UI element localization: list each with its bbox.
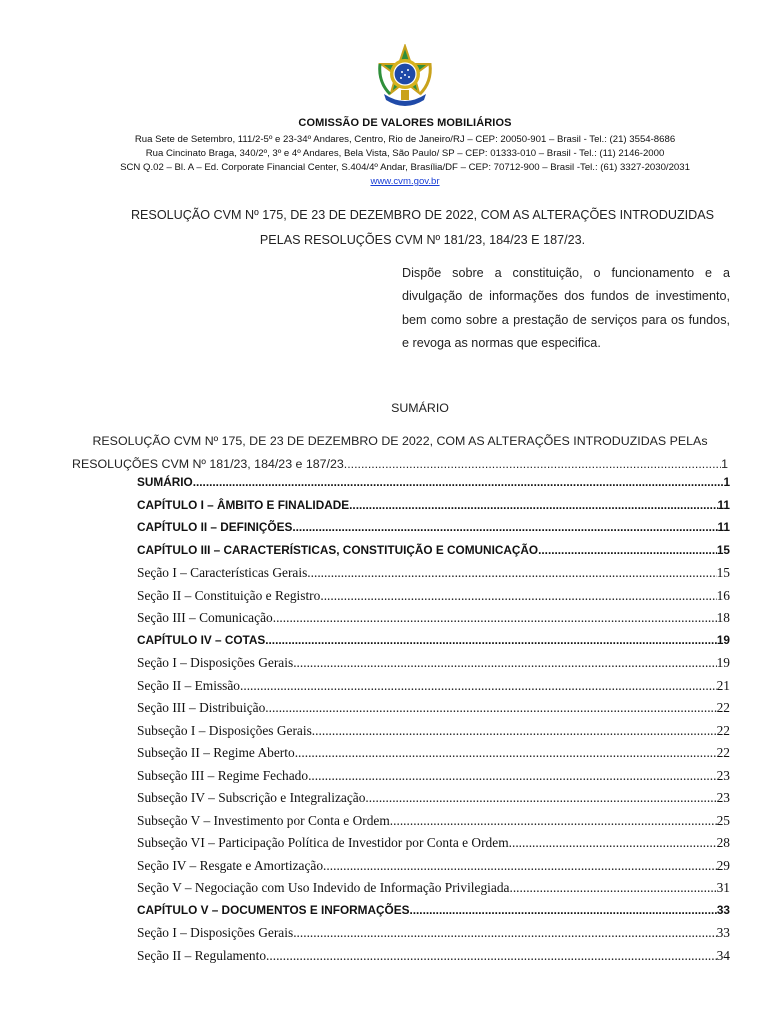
toc-dot-leader: [365, 790, 716, 806]
toc-entry[interactable]: [137, 903, 730, 926]
toc-entry-page: 34: [716, 947, 730, 963]
toc-intro-line-2: [72, 453, 728, 476]
toc-entry-label: CAPÍTULO II – DEFINIÇÕES: [137, 520, 293, 534]
toc-entry-page: 11: [717, 520, 730, 534]
toc-dot-leader: [266, 948, 717, 964]
toc-dot-leader: [265, 700, 716, 716]
address-brasilia: SCN Q.02 – Bl. A – Ed. Corporate Financial Center, S.404/4º Andar, Brasília/DF – CEP: 70712-900 – Brasil -Tel.: (61) 3327-2030/2031: [120, 162, 690, 173]
toc-entry-page: 29: [716, 857, 730, 873]
toc-dot-leader: [193, 475, 724, 489]
toc-entry-page: 22: [716, 722, 730, 738]
toc-entry[interactable]: [137, 633, 730, 656]
toc-entry-page: 33: [716, 925, 730, 940]
coat-of-arms-icon: [372, 44, 438, 110]
toc-dot-leader: [308, 768, 717, 784]
toc-intro-label: RESOLUÇÕES CVM Nº 181/23, 184/23 e 187/23.: [72, 457, 348, 471]
ementa-paragraph: Dispõe sobre a constituição, o funcionamento e a divulgação de informações dos fundos de investimento, bem como sobre a prestação de serviços para os fundos, e revoga as normas que especifica.: [402, 266, 730, 350]
toc-entry-label: Seção I – Características Gerais: [137, 565, 308, 580]
toc-dot-leader: [307, 565, 716, 581]
toc-entry-label: Seção I – Disposições Gerais: [137, 925, 294, 940]
toc-entry-page: 19: [716, 632, 730, 647]
toc-entry-label: Seção I – Disposições Gerais: [137, 655, 294, 670]
address-rio: Rua Sete de Setembro, 111/2-5º e 23-34º Andares, Centro, Rio de Janeiro/RJ – CEP: 20050-901 – Brasil - Tel.: (21) 3554-8686: [134, 134, 676, 145]
toc-entry-page: 28: [716, 835, 730, 850]
toc-dot-leader: [390, 813, 717, 829]
toc-dot-leader: [292, 520, 717, 534]
toc-entry-page: 22: [716, 745, 730, 760]
toc-dot-leader: [240, 678, 717, 694]
toc-entry-page: 1: [723, 475, 730, 489]
toc-dot-leader: [538, 543, 717, 557]
toc-entry-page: 23: [716, 767, 730, 783]
toc-entry-page: 25: [716, 812, 730, 828]
toc-entry-label: Subseção III – Regime Fechado: [137, 767, 309, 783]
org-name: COMISSÃO DE VALORES MOBILIÁRIOS: [298, 117, 512, 129]
toc-entry[interactable]: [137, 925, 730, 948]
toc-entry-page: 16: [716, 587, 730, 603]
toc-entry-label: Subseção IV – Subscrição e Integralização: [137, 790, 366, 805]
toc-entry[interactable]: [137, 678, 730, 701]
toc-entry-page: 31: [716, 880, 730, 895]
toc-entry-page: 33: [716, 902, 730, 917]
website-link[interactable]: www.cvm.gov.br: [370, 176, 440, 187]
toc-entry-label: SUMÁRIO: [137, 475, 193, 489]
toc-entry[interactable]: [137, 543, 730, 566]
toc-dot-leader: [293, 925, 716, 941]
toc-entry-label: Seção III – Distribuição: [137, 700, 266, 715]
toc-entry[interactable]: [137, 835, 730, 858]
toc-entry-label: Seção III – Comunicação: [137, 610, 273, 625]
toc-entry-page: 18: [716, 610, 730, 625]
toc-entry-label: Seção II – Regulamento: [137, 947, 267, 963]
toc-dot-leader: [347, 453, 721, 476]
toc-entry-page: 23: [716, 790, 730, 805]
toc-entry[interactable]: [137, 813, 730, 836]
toc-entry-label: Seção II – Emissão: [137, 677, 241, 693]
toc-entry-page: 11: [717, 497, 730, 512]
toc-dot-leader: [293, 655, 716, 671]
toc-entry-label: Subseção VI – Participação Política de Investidor por Conta e Ordem: [137, 835, 509, 850]
toc-entry-label: Seção IV – Resgate e Amortização: [137, 857, 324, 873]
resolution-title-line-1: RESOLUÇÃO CVM Nº 175, DE 23 DE DEZEMBRO DE 2022, COM AS ALTERAÇÕES INTRODUZIDAS: [130, 208, 715, 222]
toc-entry-label: Subseção II – Regime Aberto: [137, 745, 295, 760]
toc-entry-page: 15: [716, 565, 730, 580]
toc-dot-leader: [295, 745, 717, 761]
toc-entry[interactable]: [137, 723, 730, 746]
toc-entry-page: 21: [716, 677, 730, 693]
toc-intro-line-1: RESOLUÇÃO CVM Nº 175, DE 23 DE DEZEMBRO DE 2022, COM AS ALTERAÇÕES INTRODUZIDAS PELAs: [92, 434, 708, 448]
toc-entry-label: Seção II – Constituição e Registro: [137, 587, 321, 603]
toc-entry-label: CAPÍTULO III – CARACTERÍSTICAS, CONSTITUIÇÃO E COMUNICAÇÃO: [137, 542, 539, 557]
toc-entry[interactable]: [137, 520, 730, 543]
toc-dot-leader: [312, 723, 717, 739]
sumario-heading: SUMÁRIO: [391, 401, 449, 415]
toc-entry-page: 15: [716, 542, 730, 557]
toc-dot-leader: [273, 610, 717, 626]
toc-entry[interactable]: [137, 790, 730, 813]
toc-entry-page: 22: [716, 700, 730, 715]
toc-entry-label: CAPÍTULO I – ÂMBITO E FINALIDADE: [137, 497, 350, 512]
toc-entry-label: Seção V – Negociação com Uso Indevido de Informação Privilegiada: [137, 880, 510, 895]
toc-entry[interactable]: [137, 588, 730, 611]
toc-dot-leader: [409, 903, 716, 917]
toc-entry[interactable]: [137, 768, 730, 791]
toc-intro[interactable]: [72, 430, 728, 476]
toc-entry-label: Subseção V – Investimento por Conta e Ordem: [137, 812, 390, 828]
toc-entry[interactable]: [137, 745, 730, 768]
toc-dot-leader: [320, 588, 716, 604]
toc-dot-leader: [509, 835, 717, 851]
resolution-title-line-2: PELAS RESOLUÇÕES CVM Nº 181/23, 184/23 E 187/23.: [259, 233, 586, 247]
toc-dot-leader: [509, 880, 716, 896]
toc-entry[interactable]: [137, 948, 730, 971]
toc-entry[interactable]: [137, 880, 730, 903]
toc-entry[interactable]: [137, 475, 730, 498]
address-sao-paulo: Rua Cincinato Braga, 340/2º, 3º e 4º Andares, Bela Vista, São Paulo/ SP – CEP: 01333-010 – Brasil - Tel.: (11) 2146-2000: [145, 148, 665, 159]
toc-entry[interactable]: [137, 498, 730, 521]
toc-entry[interactable]: [137, 565, 730, 588]
toc-dot-leader: [265, 633, 717, 647]
toc-entry[interactable]: [137, 858, 730, 881]
toc-entry-label: CAPÍTULO IV – COTAS: [137, 632, 266, 647]
toc-dot-leader: [349, 498, 717, 512]
toc-entry[interactable]: [137, 610, 730, 633]
toc-entry-label: Subseção I – Disposições Gerais: [137, 722, 312, 738]
table-of-contents: [137, 475, 730, 970]
toc-intro-page: 1: [721, 457, 728, 471]
toc-entry-label: CAPÍTULO V – DOCUMENTOS E INFORMAÇÕES: [137, 902, 410, 917]
toc-entry[interactable]: [137, 655, 730, 678]
toc-dot-leader: [323, 858, 717, 874]
toc-entry[interactable]: [137, 700, 730, 723]
toc-entry-page: 19: [716, 655, 730, 670]
